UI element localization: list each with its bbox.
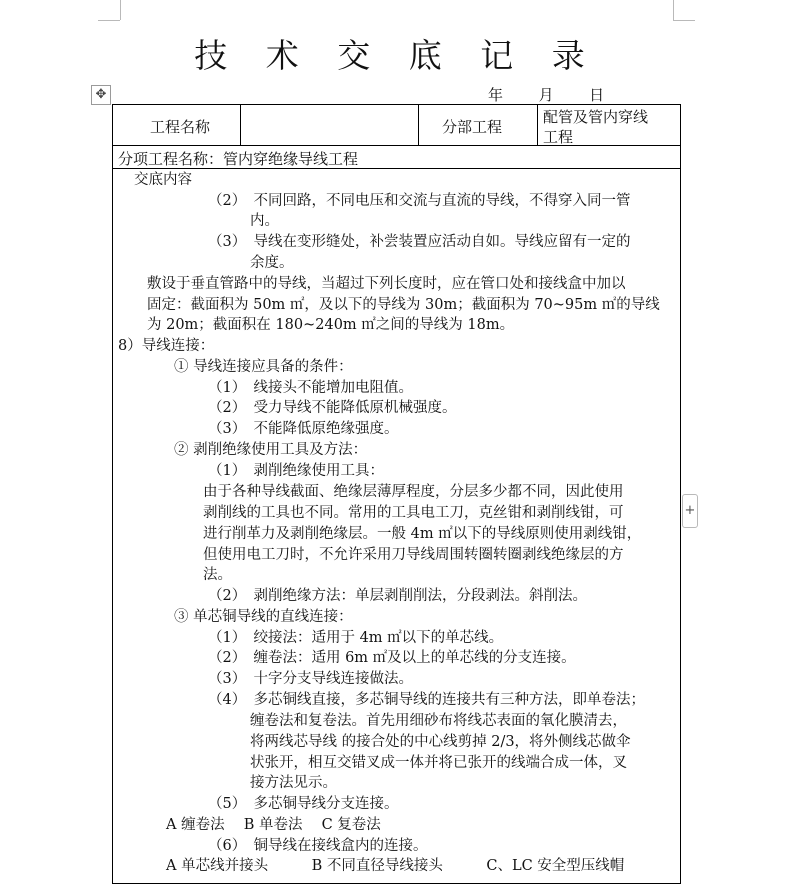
crop-mark bbox=[673, 20, 695, 21]
table-col-divider bbox=[537, 104, 538, 146]
body-line: 剥削线的工具也不同。常用的工具电工刀，克丝钳和剥削线钳，可 bbox=[203, 505, 624, 521]
body-line: A 单芯线并接头 B 不同直径导线接头 C、LC 安全型压线帽 bbox=[166, 858, 625, 874]
body-line: ③ 单芯铜导线的直线连接： bbox=[174, 609, 353, 625]
body-line: （2） 不同回路，不同电压和交流与直流的导线，不得穿入同一管 bbox=[208, 193, 631, 209]
item-project-name: 分项工程名称：管内穿绝缘导线工程 bbox=[118, 150, 359, 168]
body-line: 法。 bbox=[203, 567, 232, 583]
body-line: A 缠卷法 B 单卷法 C 复卷法 bbox=[166, 817, 381, 833]
table-row-divider bbox=[112, 145, 681, 146]
body-line: 余度。 bbox=[250, 255, 294, 271]
date-year: 年 bbox=[488, 86, 504, 104]
body-line: 由于各种导线截面、绝缘层薄厚程度，分层多少都不同，因此使用 bbox=[203, 484, 624, 500]
table-col-divider bbox=[240, 104, 241, 146]
body-line: （3） 十字分支导线连接做法。 bbox=[208, 671, 413, 687]
body-line: 接方法见示。 bbox=[250, 775, 337, 791]
body-line: （1） 线接头不能增加电阻值。 bbox=[208, 380, 413, 396]
body-line: （2） 受力导线不能降低原机械强度。 bbox=[208, 400, 457, 416]
crop-mark bbox=[120, 0, 121, 20]
body-line: 敷设于垂直管路中的导线，当超过下列长度时，应在管口处和接线盒中加以 bbox=[147, 276, 626, 292]
body-line: ② 剥削绝缘使用工具及方法： bbox=[174, 442, 368, 458]
body-line: （5） 多芯铜导线分支连接。 bbox=[208, 796, 399, 812]
body-line: （2） 剥削绝缘方法：单层剥削削法，分段剥法。斜削法。 bbox=[208, 588, 587, 604]
content-heading: 交底内容 bbox=[134, 172, 192, 188]
project-name-label: 工程名称 bbox=[150, 118, 211, 136]
date-month: 月 bbox=[538, 86, 554, 104]
crop-mark bbox=[98, 20, 120, 21]
body-line: 8）导线连接： bbox=[118, 338, 215, 354]
body-line: （3） 导线在变形缝处，补尝装置应活动自如。导线应留有一定的 bbox=[208, 234, 631, 250]
page-title: 技 术 交 底 记 录 bbox=[194, 36, 599, 75]
body-line: 内。 bbox=[250, 213, 279, 229]
body-line: 为 20m；截面积在 180~240m ㎡之间的导线为 18m。 bbox=[147, 317, 515, 333]
body-line: ① 导线连接应具备的条件： bbox=[174, 359, 353, 375]
body-line: （1） 剥削绝缘使用工具： bbox=[208, 463, 384, 479]
body-line: 进行削革力及剥削绝缘层。一般 4m ㎡以下的导线原则使用剥线钳， bbox=[203, 526, 642, 542]
body-line: 固定：截面积为 50m ㎡，及以下的导线为 30m；截面积为 70~95m ㎡的导线 bbox=[147, 297, 660, 313]
body-line: 缠卷法和复卷法。首先用细砂布将线芯表面的氧化膜清去， bbox=[250, 713, 627, 729]
crop-mark bbox=[673, 0, 674, 20]
body-line: 将两线芯导线 的接合处的中心线剪掉 2/3，将外侧线芯做伞 bbox=[250, 734, 631, 750]
table-col-divider bbox=[418, 104, 419, 146]
body-line: （2） 缠卷法：适用 6m ㎡及以上的单芯线的分支连接。 bbox=[208, 650, 576, 666]
body-line: （3） 不能降低原绝缘强度。 bbox=[208, 421, 399, 437]
body-line: 状张开，相互交错叉成一体并将已张开的线端合成一体，叉 bbox=[250, 755, 627, 771]
body-line: （4） 多芯铜线直接，多芯铜导线的连接共有三种方法，即单卷法； bbox=[208, 692, 645, 708]
body-line: （1） 绞接法：适用于 4m ㎡以下的单芯线。 bbox=[208, 630, 504, 646]
subsection-label: 分部工程 bbox=[442, 118, 503, 136]
subsection-value-line1: 配管及管内穿线 bbox=[543, 108, 649, 126]
add-column-icon[interactable]: + bbox=[682, 494, 698, 528]
date-day: 日 bbox=[589, 86, 605, 104]
subsection-value-line2: 工程 bbox=[543, 128, 574, 146]
body-line: （6） 铜导线在接线盒内的连接。 bbox=[208, 838, 428, 854]
body-line: 但使用电工刀时，不允许采用刀导线周围转圈转圈剥线绝缘层的方 bbox=[203, 547, 624, 563]
table-move-handle-icon[interactable]: ✥ bbox=[91, 85, 111, 105]
date-line bbox=[488, 84, 604, 105]
